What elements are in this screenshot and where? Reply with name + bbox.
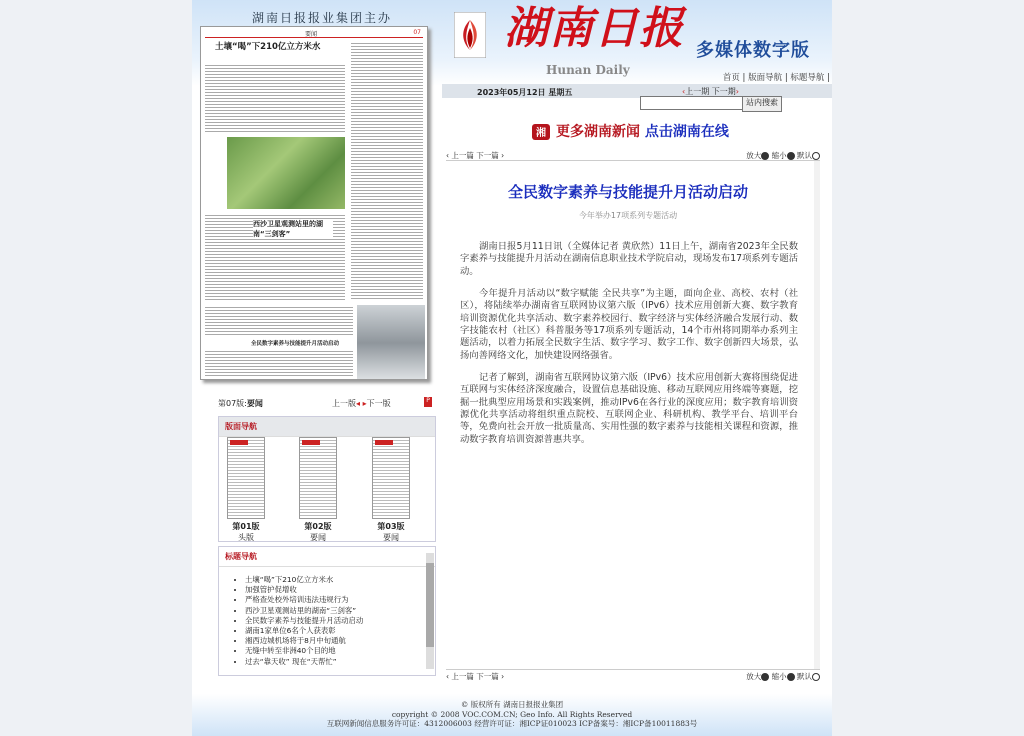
next-page-icon: ▸ bbox=[362, 399, 367, 408]
page-thumb-03[interactable] bbox=[372, 437, 410, 543]
title-item[interactable]: • 西沙卫星观测站里的湖南“三剑客” bbox=[245, 606, 363, 616]
zoom-default-label: 默认 bbox=[797, 151, 812, 160]
title-item[interactable]: • 严格查处校外培训违法违规行为 bbox=[245, 595, 363, 605]
prev-arrow-icon: ‹ bbox=[446, 672, 449, 681]
zoom-default-radio[interactable] bbox=[812, 152, 820, 160]
hunan-daily-logo-icon bbox=[454, 12, 486, 58]
zoom-default-label: 默认 bbox=[797, 672, 812, 681]
title-item[interactable]: • 湖南1家单位6名个人获表彰 bbox=[245, 626, 363, 636]
page-thumb-name: 要闻 bbox=[310, 533, 326, 542]
newspaper-text-block bbox=[205, 349, 353, 377]
title-nav-title: 标题导航 bbox=[219, 547, 435, 567]
page-bar-name: 要闻 bbox=[246, 399, 263, 408]
page-bar-label: 第07版: bbox=[218, 399, 247, 408]
page-thumb-image[interactable] bbox=[372, 437, 410, 519]
page-bar bbox=[218, 398, 436, 409]
next-article-link[interactable]: 下一篇 bbox=[476, 672, 499, 681]
zoom-in-label: 放大 bbox=[746, 672, 762, 681]
newspaper-photo-field[interactable] bbox=[227, 137, 345, 209]
page bbox=[192, 0, 832, 736]
next-arrow-icon: › bbox=[501, 151, 505, 160]
newspaper-text-block bbox=[351, 41, 423, 301]
page-thumb-02[interactable] bbox=[299, 437, 337, 543]
title-item[interactable]: • 土壤“喝”下210亿立方米水 bbox=[245, 575, 363, 585]
page-thumb-name: 头版 bbox=[238, 533, 254, 542]
newspaper-text-block bbox=[205, 305, 353, 335]
next-article-link[interactable]: 下一篇 bbox=[476, 151, 499, 160]
title-item[interactable]: • 过去“靠天收” 现在“天帮忙” bbox=[245, 657, 363, 667]
top-nav: 首页 | 版面导航 | 标题导航 | bbox=[722, 73, 830, 83]
next-arrow-icon: › bbox=[735, 87, 739, 96]
page-thumb-name: 要闻 bbox=[383, 533, 399, 542]
newspaper-photo-room[interactable] bbox=[357, 305, 425, 380]
banner-text: 更多湖南新闻 bbox=[556, 124, 640, 140]
zoom-out-label: 缩小 bbox=[771, 151, 787, 160]
article-body bbox=[460, 241, 798, 456]
title-item[interactable]: • 无缝中转至非洲40个目的地 bbox=[245, 646, 363, 656]
nav-page-nav-link[interactable]: 版面导航 bbox=[748, 73, 783, 83]
zoom-in-radio[interactable] bbox=[761, 152, 769, 160]
prev-issue-link[interactable]: 上一期 bbox=[685, 87, 710, 96]
page-nav-panel bbox=[218, 416, 436, 542]
pdf-download-icon[interactable]: P bbox=[424, 397, 432, 407]
title-list bbox=[219, 575, 363, 667]
newspaper-subheadline[interactable]: 西沙卫星观测站里的湖南“三剑客” bbox=[253, 219, 333, 239]
prev-page-link[interactable]: 上一版 bbox=[332, 399, 356, 408]
newspaper-page-image[interactable] bbox=[200, 26, 428, 380]
newspaper-logo-en: Hunan Daily bbox=[546, 63, 630, 77]
nav-home-link[interactable]: 首页 bbox=[722, 73, 740, 83]
title-item[interactable]: • 加强管护促增收 bbox=[245, 585, 363, 595]
zoom-in-radio[interactable] bbox=[761, 673, 769, 681]
newspaper-page-number: 07 bbox=[413, 29, 421, 36]
prev-arrow-icon: ‹ bbox=[682, 87, 686, 96]
newspaper-page-header bbox=[205, 30, 423, 38]
nav-title-nav-link[interactable]: 标题导航 bbox=[790, 73, 825, 83]
zoom-out-radio[interactable] bbox=[787, 152, 795, 160]
newspaper-logo-title: 湖南日报 bbox=[504, 3, 684, 54]
hunan-online-icon: 湘 bbox=[532, 124, 550, 140]
newspaper-headline[interactable]: 土壤“喝”下210亿立方米水 bbox=[215, 42, 321, 52]
prev-arrow-icon: ‹ bbox=[446, 151, 449, 160]
title-item[interactable]: • 湘西边城机场将于8月中旬通航 bbox=[245, 636, 363, 646]
article-title: 全民数字素养与技能提升月活动启动 bbox=[507, 183, 748, 201]
issue-date: 2023年05月12日 星期五 bbox=[477, 88, 573, 97]
hunan-online-banner[interactable] bbox=[532, 121, 729, 141]
title-nav-panel bbox=[218, 546, 436, 676]
edition-slogan: 多媒体数字版 bbox=[696, 40, 810, 61]
publisher-name: 湖南日报报业集团主办 bbox=[252, 11, 393, 25]
article-paragraph: 记者了解到，湖南省互联网协议第六版（IPv6）技术应用创新大赛将围绕促进互联网与实体经济深度融合，设置信息基础设施、移动互联网应用终端等赛题，挖掘一批典型应用场景和实践案例，推动IPv6在各行业的深度应用；数字教育培训资源优化共享活动将组织重点院校、互联网企业、科研机构、教学平台、培训平台等，免费向社会开放一批质量高、实用性强的数字素养与技能相关课程和资源，推动数字教育培训资源普惠共享。 bbox=[460, 372, 798, 445]
banner-link[interactable]: 点击湖南在线 bbox=[644, 124, 729, 140]
page-thumb-no[interactable]: 第02版 bbox=[304, 522, 332, 531]
newspaper-text-block bbox=[205, 63, 345, 133]
article-panel bbox=[446, 160, 820, 670]
page-thumb-01[interactable] bbox=[227, 437, 265, 543]
newspaper-page-label: 要闻 bbox=[305, 31, 318, 38]
site-footer bbox=[192, 694, 832, 736]
prev-article-link[interactable]: 上一篇 bbox=[451, 151, 474, 160]
zoom-out-label: 缩小 bbox=[771, 672, 787, 681]
page-thumb-no[interactable]: 第01版 bbox=[232, 522, 260, 531]
footer-copyright-cn: © 版权所有 湖南日报报业集团 bbox=[460, 700, 564, 709]
page-thumb-image[interactable] bbox=[227, 437, 265, 519]
title-list-scrollbar[interactable] bbox=[426, 553, 434, 669]
title-item[interactable]: • 全民数字素养与技能提升月活动启动 bbox=[245, 616, 363, 626]
article-toolbar-bottom bbox=[446, 671, 820, 682]
footer-copyright-en: copyright © 2008 VOC.COM.CN; Geo Info. All Rights Reserved bbox=[391, 709, 633, 719]
next-issue-link[interactable]: 下一期 bbox=[711, 87, 736, 96]
prev-page-icon: ◂ bbox=[356, 399, 361, 408]
next-page-link[interactable]: 下一版 bbox=[366, 399, 391, 408]
page-nav-title: 版面导航 bbox=[219, 417, 435, 437]
zoom-default-radio[interactable] bbox=[812, 673, 820, 681]
footer-license: 互联网新闻信息服务许可证：4312006003 经营许可证：湘ICP证010023 ICP备案号：湘ICP备10011883号 bbox=[326, 719, 698, 728]
article-subtitle: 今年举办17项系列专题活动 bbox=[578, 211, 678, 220]
next-arrow-icon: › bbox=[501, 672, 505, 681]
prev-article-link[interactable]: 上一篇 bbox=[451, 672, 474, 681]
page-thumb-image[interactable] bbox=[299, 437, 337, 519]
site-search-input[interactable] bbox=[640, 96, 746, 110]
site-search-button[interactable]: 站内搜索 bbox=[742, 96, 782, 112]
zoom-out-radio[interactable] bbox=[787, 673, 795, 681]
article-paragraph: 今年提升月活动以“数字赋能 全民共享”为主题，面向企业、高校、农村（社区），将陆续举办湖南省互联网协议第六版（IPv6）技术应用创新大赛、数字教育培训资源优化共享活动、数字素养校园行、数字经济与实体经济融合发展行动、数字技能农村（社区）科普服务等17项系列专题活动，14个市州将同期举办系列主题活动，以着力拓展全民数字生活、数字学习、数字工作、数字创新四大场景，弘扬向善网络文化，加快建设网络强省。 bbox=[460, 288, 798, 361]
zoom-in-label: 放大 bbox=[746, 151, 762, 160]
article-paragraph: 湖南日报5月11日讯（全媒体记者 黄欣然）11日上午，湖南省2023年全民数字素养与技能提升月活动在湖南信息职业技术学院启动，现场发布17项系列专题活动。 bbox=[460, 241, 798, 277]
scrollbar-thumb[interactable] bbox=[426, 563, 434, 647]
newspaper-subheadline[interactable]: 全民数字素养与技能提升月活动启动 bbox=[251, 339, 391, 347]
article-scrollbar[interactable] bbox=[814, 161, 820, 669]
page-thumb-no[interactable]: 第03版 bbox=[377, 522, 405, 531]
